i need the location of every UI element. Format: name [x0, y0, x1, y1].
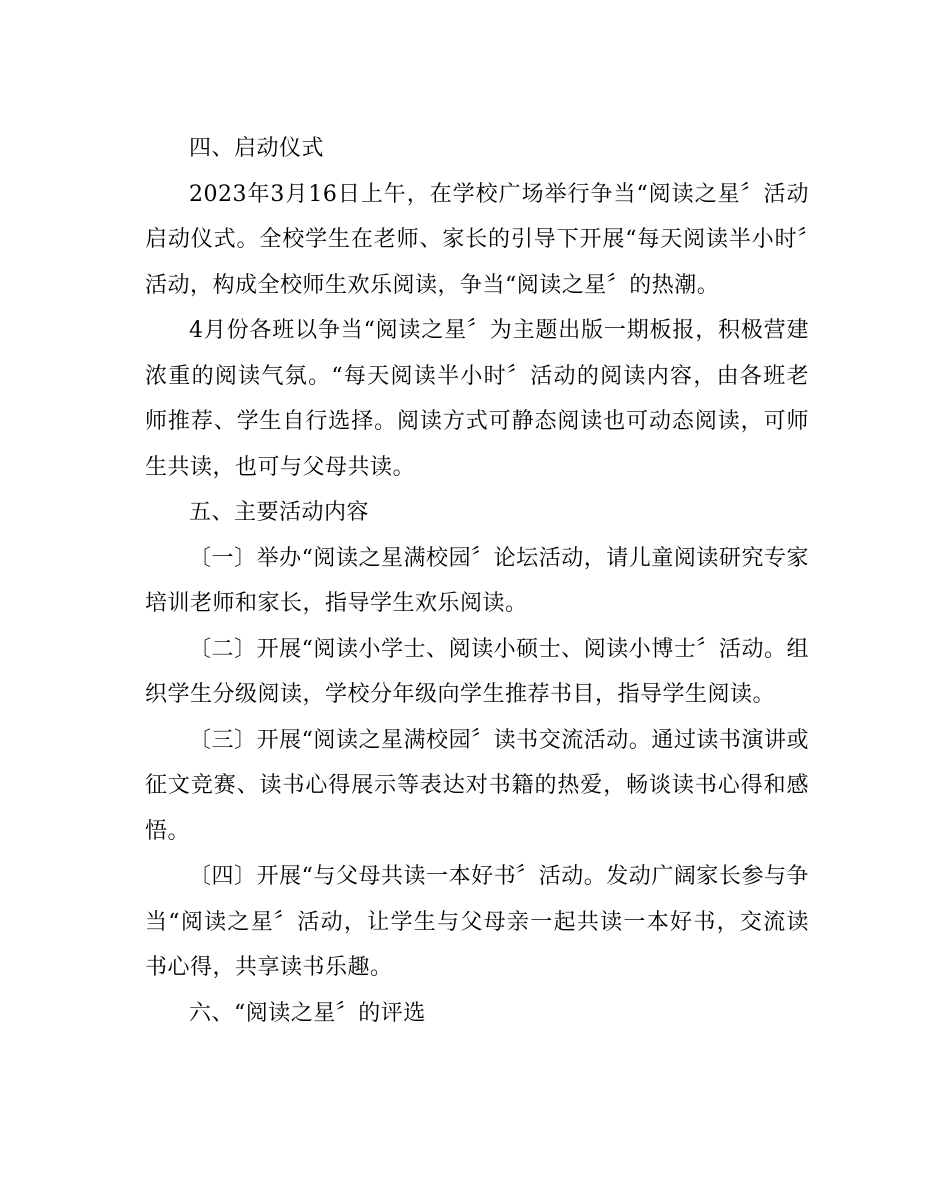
section-4-heading: 四、启动仪式 [189, 136, 325, 161]
section-5-item-1: 〔一〕举办“阅读之星满校园〞论坛活动，请儿童阅读研究专家培训老师和家长，指导学生欢乐阅读。 [145, 545, 809, 616]
section-5-item-3: 〔三〕开展“阅读之星满校园〞读书交流活动。通过读书演讲或征文竞赛、读书心得展示等表达对书籍的热爱，畅谈读书心得和感悟。 [145, 727, 809, 844]
section-5-heading: 五、主要活动内容 [189, 500, 370, 525]
section-6-heading: 六、“阅读之星〞的评选 [189, 1000, 426, 1026]
document-body [145, 126, 809, 1036]
section-5-item-2: 〔二〕开展“阅读小学士、阅读小硕士、阅读小博士〞活动。组织学生分级阅读，学校分年级向学生推荐书目，指导学生阅读。 [145, 636, 809, 707]
section-4-paragraph-2: 4月份各班以争当“阅读之星〞为主题出版一期板报，积极营建浓重的阅读气氛。“每天阅读半小时〞活动的阅读内容，由各班老师推荐、学生自行选择。阅读方式可静态阅读也可动态阅读，可师生共读，也可与父母共读。 [145, 318, 809, 480]
section-4-paragraph-1: 2023年3月16日上午，在学校广场举行争当“阅读之星〞活动启动仪式。全校学生在老师、家长的引导下开展“每天阅读半小时〞活动，构成全校师生欢乐阅读，争当“阅读之星〞的热潮。 [145, 181, 809, 298]
section-5-item-4: 〔四〕开展“与父母共读一本好书〞活动。发动广阔家长参与争当“阅读之星〞活动，让学生与父母亲一起共读一本好书，交流读书心得，共享读书乐趣。 [145, 864, 809, 980]
